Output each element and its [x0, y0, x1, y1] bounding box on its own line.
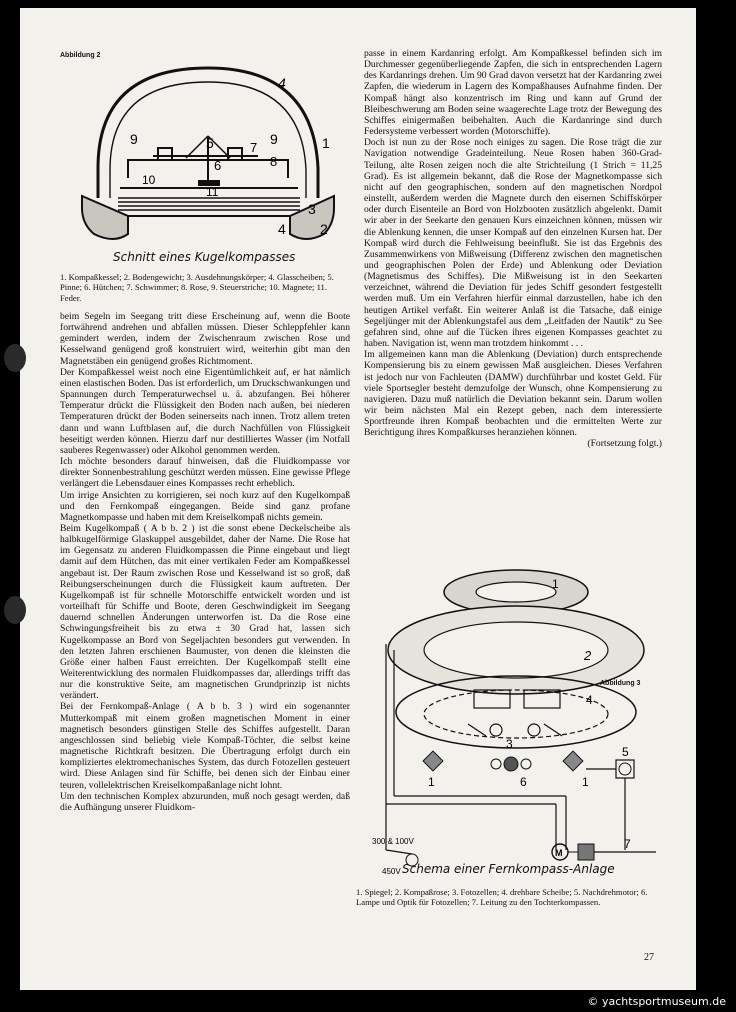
fig2-num-3: 3 [308, 201, 316, 217]
fig2-num-9-left: 9 [130, 131, 138, 147]
continuation-note: (Fortsetzung folgt.) [587, 438, 662, 450]
svg-text:M: M [555, 848, 563, 858]
punch-hole [4, 344, 26, 372]
left-paragraph: Ich möchte besonders darauf hinweisen, daß die Fluidkompasse vor direkter Sonnenbestrahlung geschützt werden müssen. Eine gewisse Pflege verlängert die Lebensdauer eines Kompasses recht erheblich. [60, 456, 350, 490]
left-column [60, 311, 350, 813]
fig3-num-5: 5 [622, 745, 629, 759]
left-paragraph: Der Kompaßkessel weist noch eine Eigentümlichkeit auf, er hat nämlich einen elastischen Boden. Das ist erforderlich, um Druckschwankungen und Spannungen durch Temperaturwechsel u. ä. abzufangen. Bei höherer Temperatur drückt die Flüssigkeit den Boden nach außen, bei niederen Temperaturen drückt der Boden seinerseits nach innen. Trotz allem treten dann und wann Luftblasen auf, die durch Nachfüllen von Flüssigkeit beseitigt werden können. Hierzu darf nur destilliertes Wasser (im Notfall sauberes Regenwasser) oder Alkohol genommen werden. [60, 366, 350, 456]
left-paragraph: beim Segeln im Seegang tritt diese Erscheinung auf, wenn die Boote fortwährend andrehen und abfallen müssen. Dieser Schleppfehler kann gemindert werden, indem der Zwischenraum zwischen Rose und Kesselwand genügend groß konstruiert wird, weiterhin gibt man den Magnetstäben ein genügend großes Richtmoment. [60, 311, 350, 367]
fig3-num-4: 4 [586, 693, 593, 707]
figure-3-title: Schema einer Fernkompass-Anlage [402, 862, 615, 876]
fig2-num-7: 7 [250, 140, 258, 155]
fig3-num-2: 2 [584, 648, 592, 663]
fig3-num-1-right: 1 [582, 775, 589, 789]
fig3-num-1-left: 1 [428, 775, 435, 789]
figure-3-caption: 1. Spiegel; 2. Kompaßrose; 3. Fotozellen; 4. drehbare Scheibe; 5. Nachdrehmotor; 6. Lampe und Optik für Fotozellen; 7. Leitung zu den Tochterkompassen. [356, 887, 648, 908]
right-paragraph: passe in einem Kardanring erfolgt. Am Kompaßkessel befinden sich im Durchmesser gegenüberliegende Zapfen, die sich in entsprechenden Lagern des Kardanrings drehen. Um 90 Grad davon versetzt hat der Kardanring zwei Zapfen, die wiederum in Lagern des Kompaßhauses Aufnahme finden. Der Kompaß hängt also konzentrisch im Ring und kann auf Grund der Bleibeschwerung am Boden seine waagerechte Lage trotz der Bewegung des Schiffes einigermaßen beibehalten. Auch die Kardanringe sind durch Federsysteme verbessert worden (Motorschiffe). [364, 48, 662, 138]
fig2-num-2: 2 [320, 221, 328, 237]
left-paragraph: Bei der Fernkompaß-Anlage ( A b b. 3 ) wird ein sogenannter Mutterkompaß mit einem großen magnetischen Moment in einer magnetisch besonders günstigen Stelle des Schiffes aufgestellt. Daran angeschlossen sind beliebig viele Kompaß-Töchter, die selbst keine magnetische Richtkraft besitzen. Die Übertragung erfolgt durch ein kompliziertes elektromechanisches System, das durch Fotozellen gesteuert wird. Diese Anlagen sind für Schiffe, bei denen sich der Einbau einer teuren, vollelektrischen Kreiselkompaßanlage nicht lohnt. [60, 701, 350, 791]
figure-3 [356, 564, 666, 884]
fig2-num-5: 5 [206, 135, 214, 151]
left-paragraph: Um irrige Ansichten zu korrigieren, sei noch kurz auf den Kugelkompaß und den Fernkompaß eingegangen. Beide sind ganz profane Magnetkompasse und haben mit dem Kreiselkompaß nichts gemein. [60, 489, 350, 523]
fig3-num-1-top: 1 [552, 577, 559, 591]
fig3-num-6: 6 [520, 775, 527, 789]
right-paragraph: Im allgemeinen kann man die Ablenkung (Deviation) durch entsprechende Kompensierung bis zu einem gewissen Maß ausgleichen. Dieses Verfahren ist jedoch nur von Fachleuten (DAMW) durchführbar und kostet Geld. Für viele Sportsegler besteht demzufolge der Wunsch, ohne Kompensierung zu navigieren. Dazu muß natürlich die Deviation bekannt sein. Darum wollen wir beim nächsten Mal ein Rezept geben, nach dem interessierte Sportfreunde ihren Kompaß beobachten und die ermittelten Werte zur Berichtigung ihres Kompaßkurses heranziehen können. [364, 349, 662, 439]
fig3-voltage-450: 450V [382, 867, 401, 876]
fig2-num-9-right: 9 [270, 131, 278, 147]
fig2-num-8: 8 [270, 154, 278, 169]
fig2-num-1: 1 [322, 135, 330, 151]
fig2-num-4-bottom: 4 [278, 221, 286, 237]
figure-2-title: Schnitt eines Kugelkompasses [113, 250, 296, 264]
fig2-num-6: 6 [214, 158, 222, 173]
figure-3-label: Abbildung 3 [600, 680, 641, 687]
fernkompass-schematic [356, 564, 666, 884]
punch-hole [4, 596, 26, 624]
fig2-num-4-top: 4 [278, 75, 286, 91]
right-paragraph: Doch ist nun zu der Rose noch einiges zu sagen. Die Rose trägt die zur Navigation notwendige Gradeinteilung. Neue Rosen haben 360-Grad-Teilung, alte Rosen zeigen noch die alte Strichteilung (1 Strich = 11,25 Grad). Es ist allgemein bekannt, daß die Rose der Magnetkompasse sich nicht auf den geographischen, sondern auf den magnetischen Nordpol einstellt, außerdem werden die Magnete durch den eisernen Schiffskörper oder durch Eisenteile an Bord von Holzbooten zusätzlich abgelenkt. Damit wir aber in der Seekarte den genauen Kurs einzeichnen können, müssen wir die Ablenkung kennen, die unser Kompaß auf den einzelnen Kursen hat. Der Kompaß wird durch die Fehlweisung beeinflußt. Sie ist das Ergebnis des Zusammenwirkens von Mißweisung (Differenz zwischen den magnetischen und geographischen Polen der Erde) und Ablenkung oder Deviation (Magnetismus des Schiffes). Die Mißweisung ist in den Seekarten verzeichnet, während die Deviation für jedes Schiff gesondert festgestellt werden muß. Um ein Verfahren hierfür einmal darzustellen, habe ich den heutigen Artikel verfaßt. Ein weiterer Anlaß ist die Tatsache, daß einige Segeljünger mit der Ablenkungstafel aus dem „Leitfaden der Nautik“ zu See gefahren sind, ohne auf die Tücken ihres eigenen Kompasses geachtet zu haben. Navigation ist, wenn man trotzdem hinkommt . . . [364, 137, 662, 350]
kugelkompass-cross-section [58, 48, 348, 270]
page-number: 27 [644, 952, 654, 963]
right-column [364, 48, 662, 450]
figure-2-caption: 1. Kompaßkessel; 2. Bodengewicht; 3. Ausdehnungskörper; 4. Glasscheiben; 5. Pinne; 6. Hütchen; 7. Schwimmer; 8. Rose, 9. Steuerstriche; 10. Magnete; 11. Feder. [60, 272, 334, 303]
left-paragraph: Beim Kugelkompaß ( A b b. 2 ) ist die sonst ebene Deckelscheibe als halbkugelförmige Glaskuppel ausgebildet, daher der Name. Die Rose hat im Gegensatz zu anderen Fluidkompassen die Pinne eingebaut und liegt damit auf dem Hütchen, das mit einer vertikalen Feder am Kompaßkessel angebaut ist. Der Raum zwischen Rose und Kesselwand ist so groß, daß Reibungserscheinungen durch die Flüssigkeit kaum auftreten. Der Kugelkompaß ist für schnelle Motorschiffe entwickelt worden und ist vorteilhaft für Schiffe und Boote, deren Geschwindigkeit im Seegang dauernd schnellen Änderungen unterworfen ist. Da die Rose eine Schwingungsfreiheit bis zu etwa ± 30 Grad hat, lassen sich Kugelkompasse an Bord von Segeljachten besonders gut verwenden. In den letzten Jahren erschienen Baumuster, von denen die kleinsten die Größe einer halben Faust erreichten. Der Kugelkompaß stellt eine Weiterentwicklung des normalen Fluidkompasses dar, allerdings trifft das nur die konstruktive Seite, am magnetischen Grundprinzip ist nichts verändert. [60, 522, 350, 702]
fig3-voltage-300: 300 & 100V [372, 837, 414, 846]
figure-2-label: Abbildung 2 [60, 52, 101, 59]
fig2-num-10: 10 [142, 173, 156, 187]
figure-2 [58, 48, 348, 270]
fig3-num-3: 3 [506, 737, 513, 751]
watermark: © yachtsportmuseum.de [587, 995, 726, 1008]
fig2-num-11: 11 [206, 185, 219, 199]
left-paragraph: Um den technischen Komplex abzurunden, muß noch gesagt werden, daß die Aufhängung unserer Fluidkom- [60, 790, 350, 813]
fig3-num-7: 7 [624, 837, 631, 851]
magazine-page [20, 8, 696, 990]
